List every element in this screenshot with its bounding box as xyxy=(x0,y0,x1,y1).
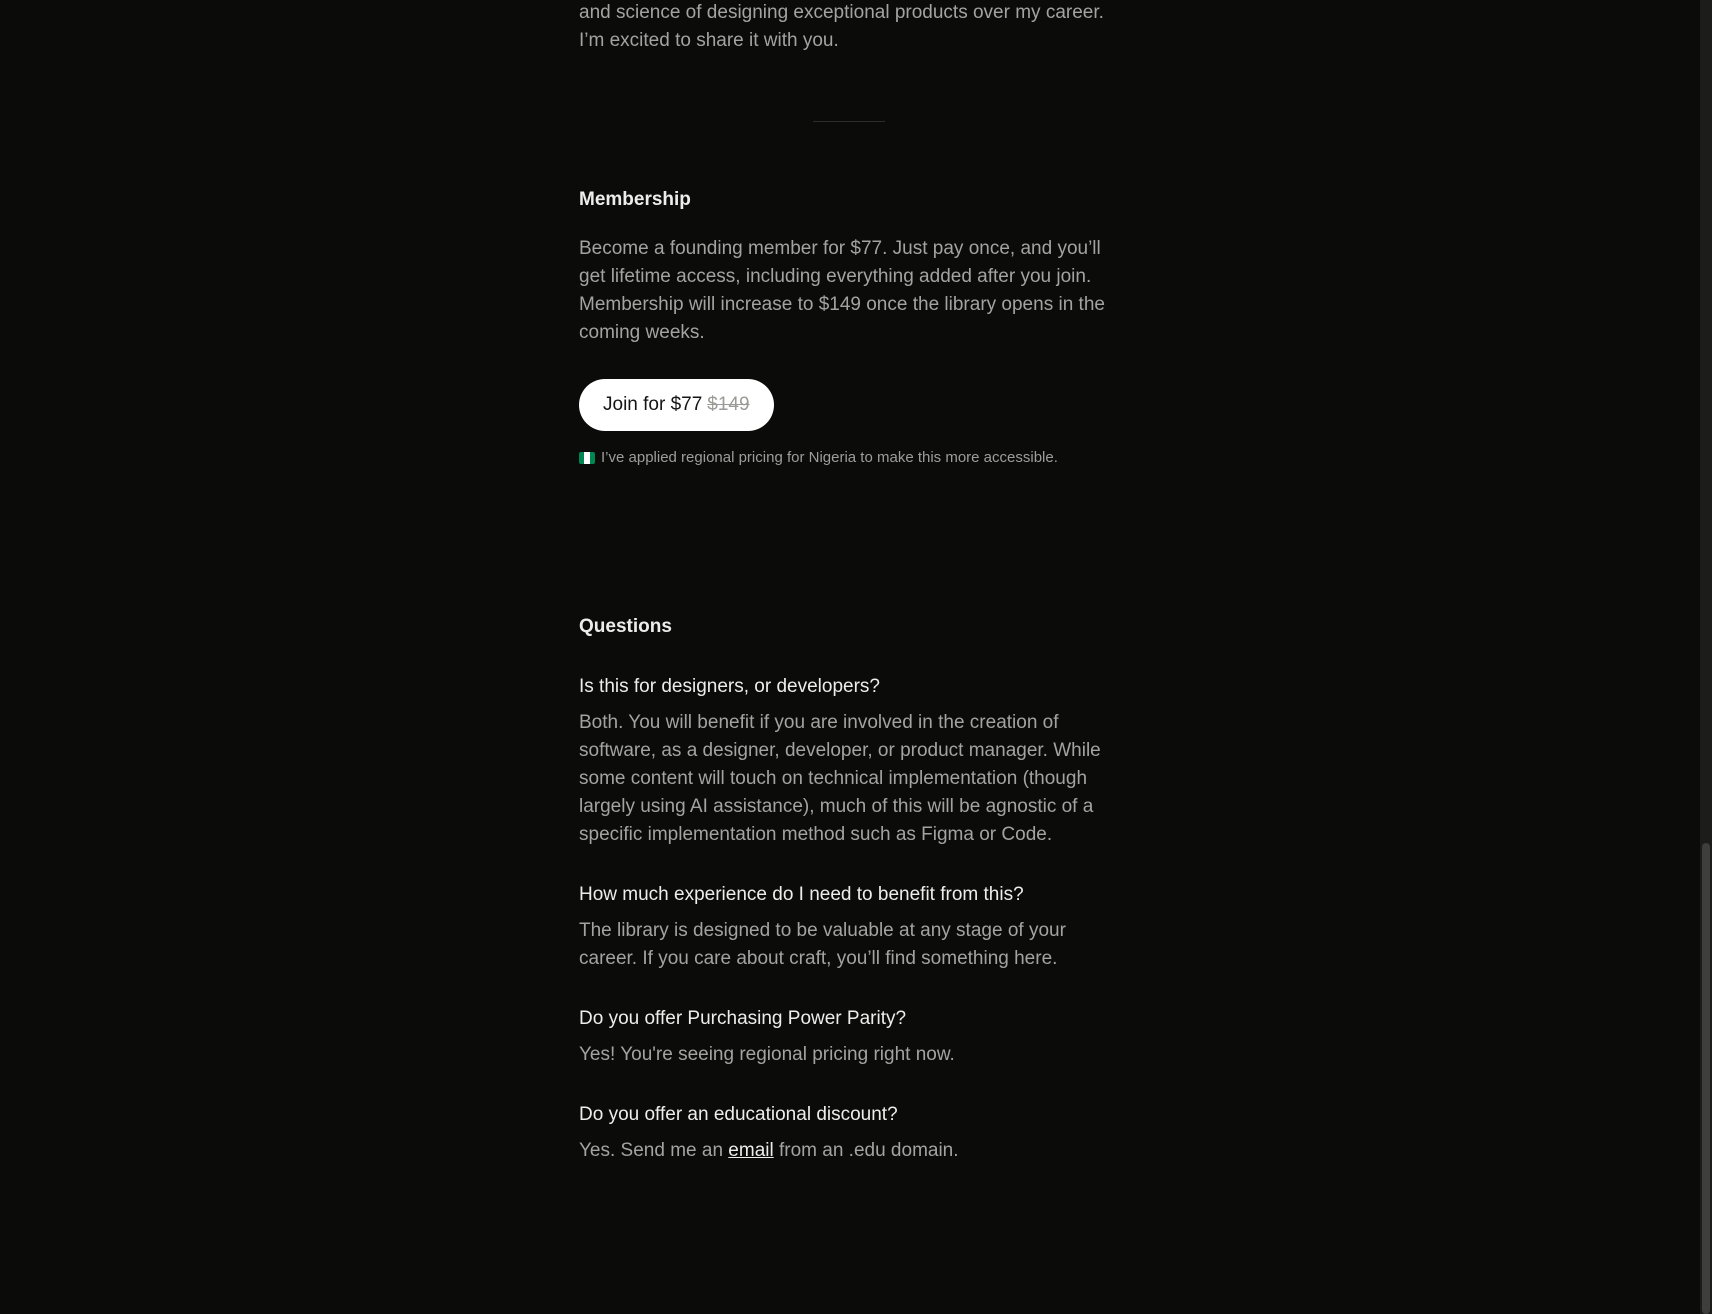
join-button-label: Join for $77 xyxy=(603,394,703,415)
membership-description: Become a founding member for $77. Just pay once, and you’ll get lifetime access, including everything added after you join. Membership will increase to $149 once the library opens in the coming weeks. xyxy=(579,238,1105,343)
faq-question: How much experience do I need to benefit from this? xyxy=(579,884,1024,905)
scrollbar-track[interactable] xyxy=(1700,0,1712,1314)
questions-heading: Questions xyxy=(579,616,672,637)
membership-heading: Membership xyxy=(579,189,691,210)
faq-answer: The library is designed to be valuable at any stage of your career. If you care about craft, you’ll find something here. xyxy=(579,920,1066,969)
join-button[interactable] xyxy=(579,379,774,431)
old-price: $149 xyxy=(707,394,750,415)
faq-question: Is this for designers, or developers? xyxy=(579,676,880,697)
faq-question: Do you offer an educational discount? xyxy=(579,1104,898,1125)
section-divider xyxy=(813,121,885,122)
intro-text: and science of designing exceptional products over my career. I’m excited to share it with you. xyxy=(579,2,1104,51)
scrollbar-thumb[interactable] xyxy=(1702,843,1710,1314)
faq-question: Do you offer Purchasing Power Parity? xyxy=(579,1008,907,1029)
faq-answer-text: Yes. Send me an xyxy=(579,1140,724,1161)
regional-pricing-text: I’ve applied regional pricing for Nigeria to make this more accessible. xyxy=(601,449,1058,466)
faq-answer xyxy=(579,1137,1124,1165)
faq-answer: Yes! You're seeing regional pricing right now. xyxy=(579,1044,955,1065)
nigeria-flag-icon xyxy=(579,452,595,464)
faq-answer: Both. You will benefit if you are involved in the creation of software, as a designer, developer, or product manager. While some content will touch on technical implementation (though largely using AI assistance), much of this will be agnostic of a specific implementation method such as Figma or Code. xyxy=(579,712,1101,845)
regional-pricing-note xyxy=(579,448,1058,468)
email-link[interactable]: email xyxy=(728,1140,774,1161)
faq-answer-text: from an .edu domain. xyxy=(778,1140,959,1161)
